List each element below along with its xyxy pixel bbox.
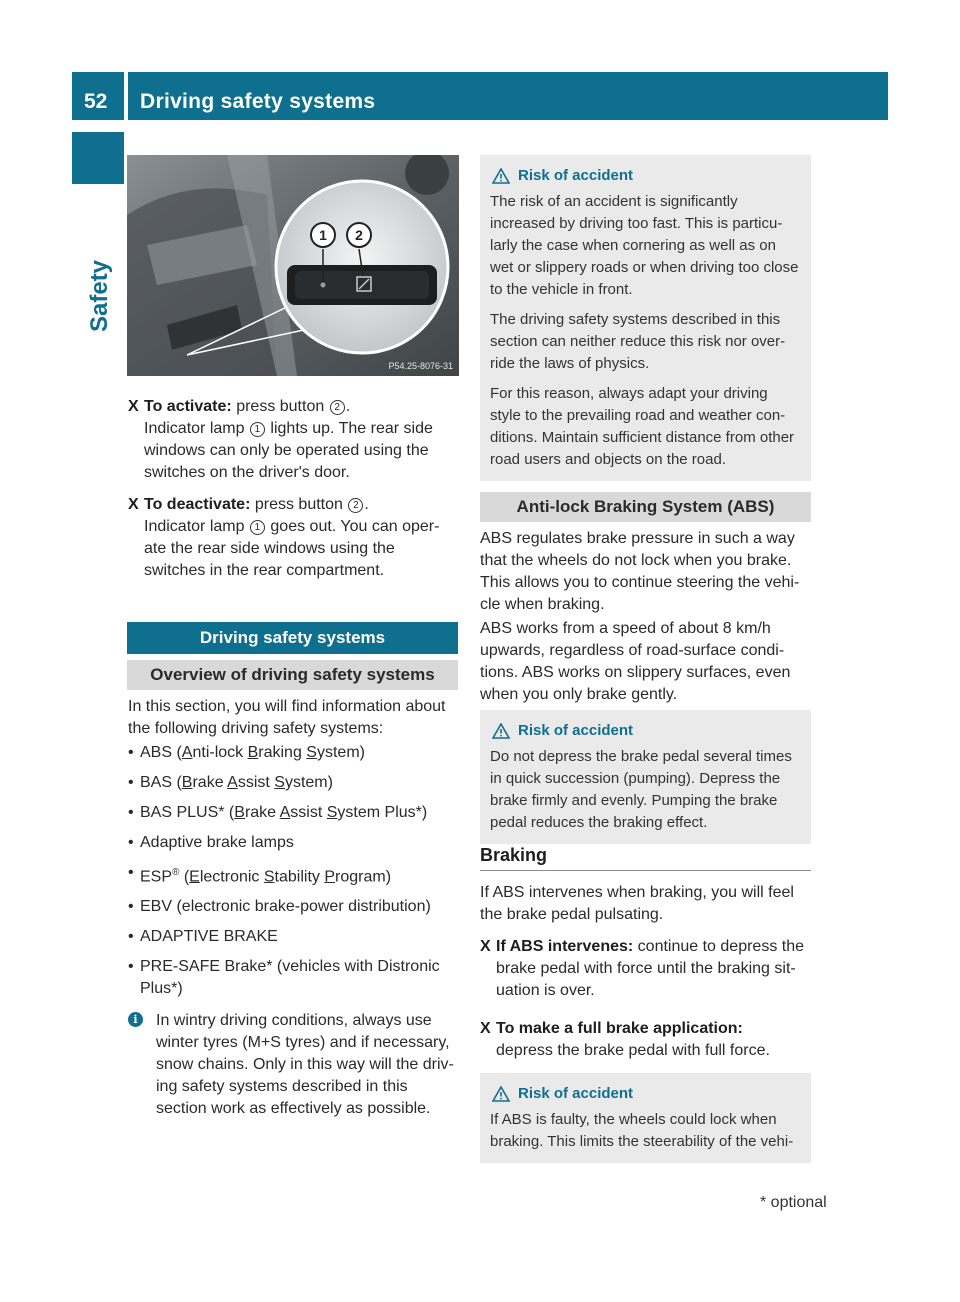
callout-number: 2 xyxy=(330,400,345,415)
callout-number: 2 xyxy=(348,498,363,513)
callout-number: 1 xyxy=(250,520,265,535)
step-arrow-icon: X xyxy=(480,1020,491,1037)
list-item: • ABS (Anti-lock Braking System) xyxy=(128,742,460,764)
braking-intro: If ABS intervenes when braking, you will feel the brake pedal pulsating. xyxy=(480,884,794,923)
step-text: press button xyxy=(254,496,343,513)
warning-paragraph: For this reason, always adapt your driving style to the prevailing road and weather con- ditions. Maintain sufficient distance from other road users and objects on the road. xyxy=(490,385,795,468)
step-arrow-icon: X xyxy=(480,938,491,955)
warning-title: Risk of accident xyxy=(518,1085,634,1102)
warning-box-pumping xyxy=(480,710,811,844)
step-text: . xyxy=(364,496,369,513)
page-number: 52 xyxy=(84,90,108,113)
list-item: • BAS PLUS* (Brake Assist System Plus*) xyxy=(128,802,460,824)
photo-code: P54.25-8076-31 xyxy=(388,361,453,371)
list-item: • BAS (Brake Assist System) xyxy=(128,772,460,794)
overview-intro: In this section, you will find information about the following driving safety systems: xyxy=(128,698,446,737)
info-note-text: In wintry driving conditions, always use winter tyres (M+S tyres) and if necessary, snow chains. Only in this way will the driv- ing safety systems described in this section work as effectively as possible. xyxy=(156,1012,454,1117)
list-item: • ESP® (Electronic Stability Program) xyxy=(128,862,460,888)
warning-triangle-icon xyxy=(492,723,510,739)
step-label: To deactivate: xyxy=(144,496,251,513)
warning-triangle-icon xyxy=(492,168,510,184)
door-switch-photo xyxy=(127,155,459,376)
list-item: • PRE-SAFE Brake* (vehicles with Distronic Plus*) xyxy=(128,956,460,1000)
step-full-brake xyxy=(480,1018,812,1062)
info-icon: i xyxy=(128,1012,143,1027)
list-item: • EBV (electronic brake-power distribution) xyxy=(128,896,460,918)
step-label: To make a full brake application: xyxy=(496,1020,743,1037)
step-arrow-icon: X xyxy=(128,398,139,415)
step-abs-intervenes xyxy=(480,936,812,1002)
warning-paragraph: If ABS is faulty, the wheels could lock when braking. This limits the steerability of the vehi- xyxy=(490,1111,794,1150)
footnote: * optional xyxy=(760,1194,827,1211)
list-item: • ADAPTIVE BRAKE xyxy=(128,926,460,948)
warning-title: Risk of accident xyxy=(518,167,634,184)
info-note xyxy=(128,1010,460,1120)
warning-triangle-icon xyxy=(492,1086,510,1102)
side-tab-marker xyxy=(72,132,124,184)
step-text: lights up. The rear side windows can only be operated using the switches on the driver's door. xyxy=(144,420,433,481)
step-text: continue to depress the brake pedal with force until the braking sit- uation is over. xyxy=(496,938,805,999)
step-text: depress the brake pedal with full force. xyxy=(496,1042,770,1059)
photo-callout-1: 1 xyxy=(319,227,327,243)
overview-list xyxy=(128,742,460,1008)
step-deactivate xyxy=(128,494,458,582)
warning-box-abs-faulty xyxy=(480,1073,811,1163)
door-switch-illustration xyxy=(127,155,459,376)
photo-callout-2: 2 xyxy=(355,227,363,243)
abs-paragraph-2: ABS works from a speed of about 8 km/h upwards, regardless of road-surface condi- tions. ABS works on slippery surfaces, even when you only brake gently. xyxy=(480,620,791,703)
list-item: • Adaptive brake lamps xyxy=(128,832,460,854)
step-text: press button xyxy=(236,398,325,415)
warning-paragraph: The risk of an accident is significantly increased by driving too fast. This is particu- larly the case when cornering as well as on wet or slippery roads or when driving too close to the vehicle in front. xyxy=(490,193,799,298)
abs-paragraph-1: ABS regulates brake pressure in such a way that the wheels do not lock when you brake. This allows you to continue steering the vehi- cle when braking. xyxy=(480,530,800,613)
step-text: . xyxy=(345,398,351,415)
step-arrow-icon: X xyxy=(128,496,139,513)
section-heading-driving-safety: Driving safety systems xyxy=(127,622,458,654)
step-label: If ABS intervenes: xyxy=(496,938,634,955)
side-tab-label: Safety xyxy=(86,259,113,332)
warning-paragraph: Do not depress the brake pedal several times in quick succession (pumping). Depress the brake firmly and evenly. Pumping the brake pedal reduces the braking effect. xyxy=(490,748,792,831)
section-heading-abs: Anti-lock Braking System (ABS) xyxy=(480,492,811,522)
warning-paragraph: The driving safety systems described in this section can neither reduce this risk nor over- ride the laws of physics. xyxy=(490,311,786,372)
warning-title: Risk of accident xyxy=(518,722,634,739)
step-text: goes out. You can oper- ate the rear side windows using the switches in the rear compartment. xyxy=(144,518,440,579)
step-activate xyxy=(128,396,458,484)
subsection-heading-overview: Overview of driving safety systems xyxy=(127,660,458,690)
step-text: Indicator lamp xyxy=(144,518,245,535)
step-label: To activate: xyxy=(144,398,232,415)
step-text: Indicator lamp xyxy=(144,420,245,437)
subsection-heading-braking: Braking xyxy=(480,845,811,871)
page-title: Driving safety systems xyxy=(140,90,376,113)
callout-number: 1 xyxy=(250,422,265,437)
warning-box-speed xyxy=(480,155,811,481)
